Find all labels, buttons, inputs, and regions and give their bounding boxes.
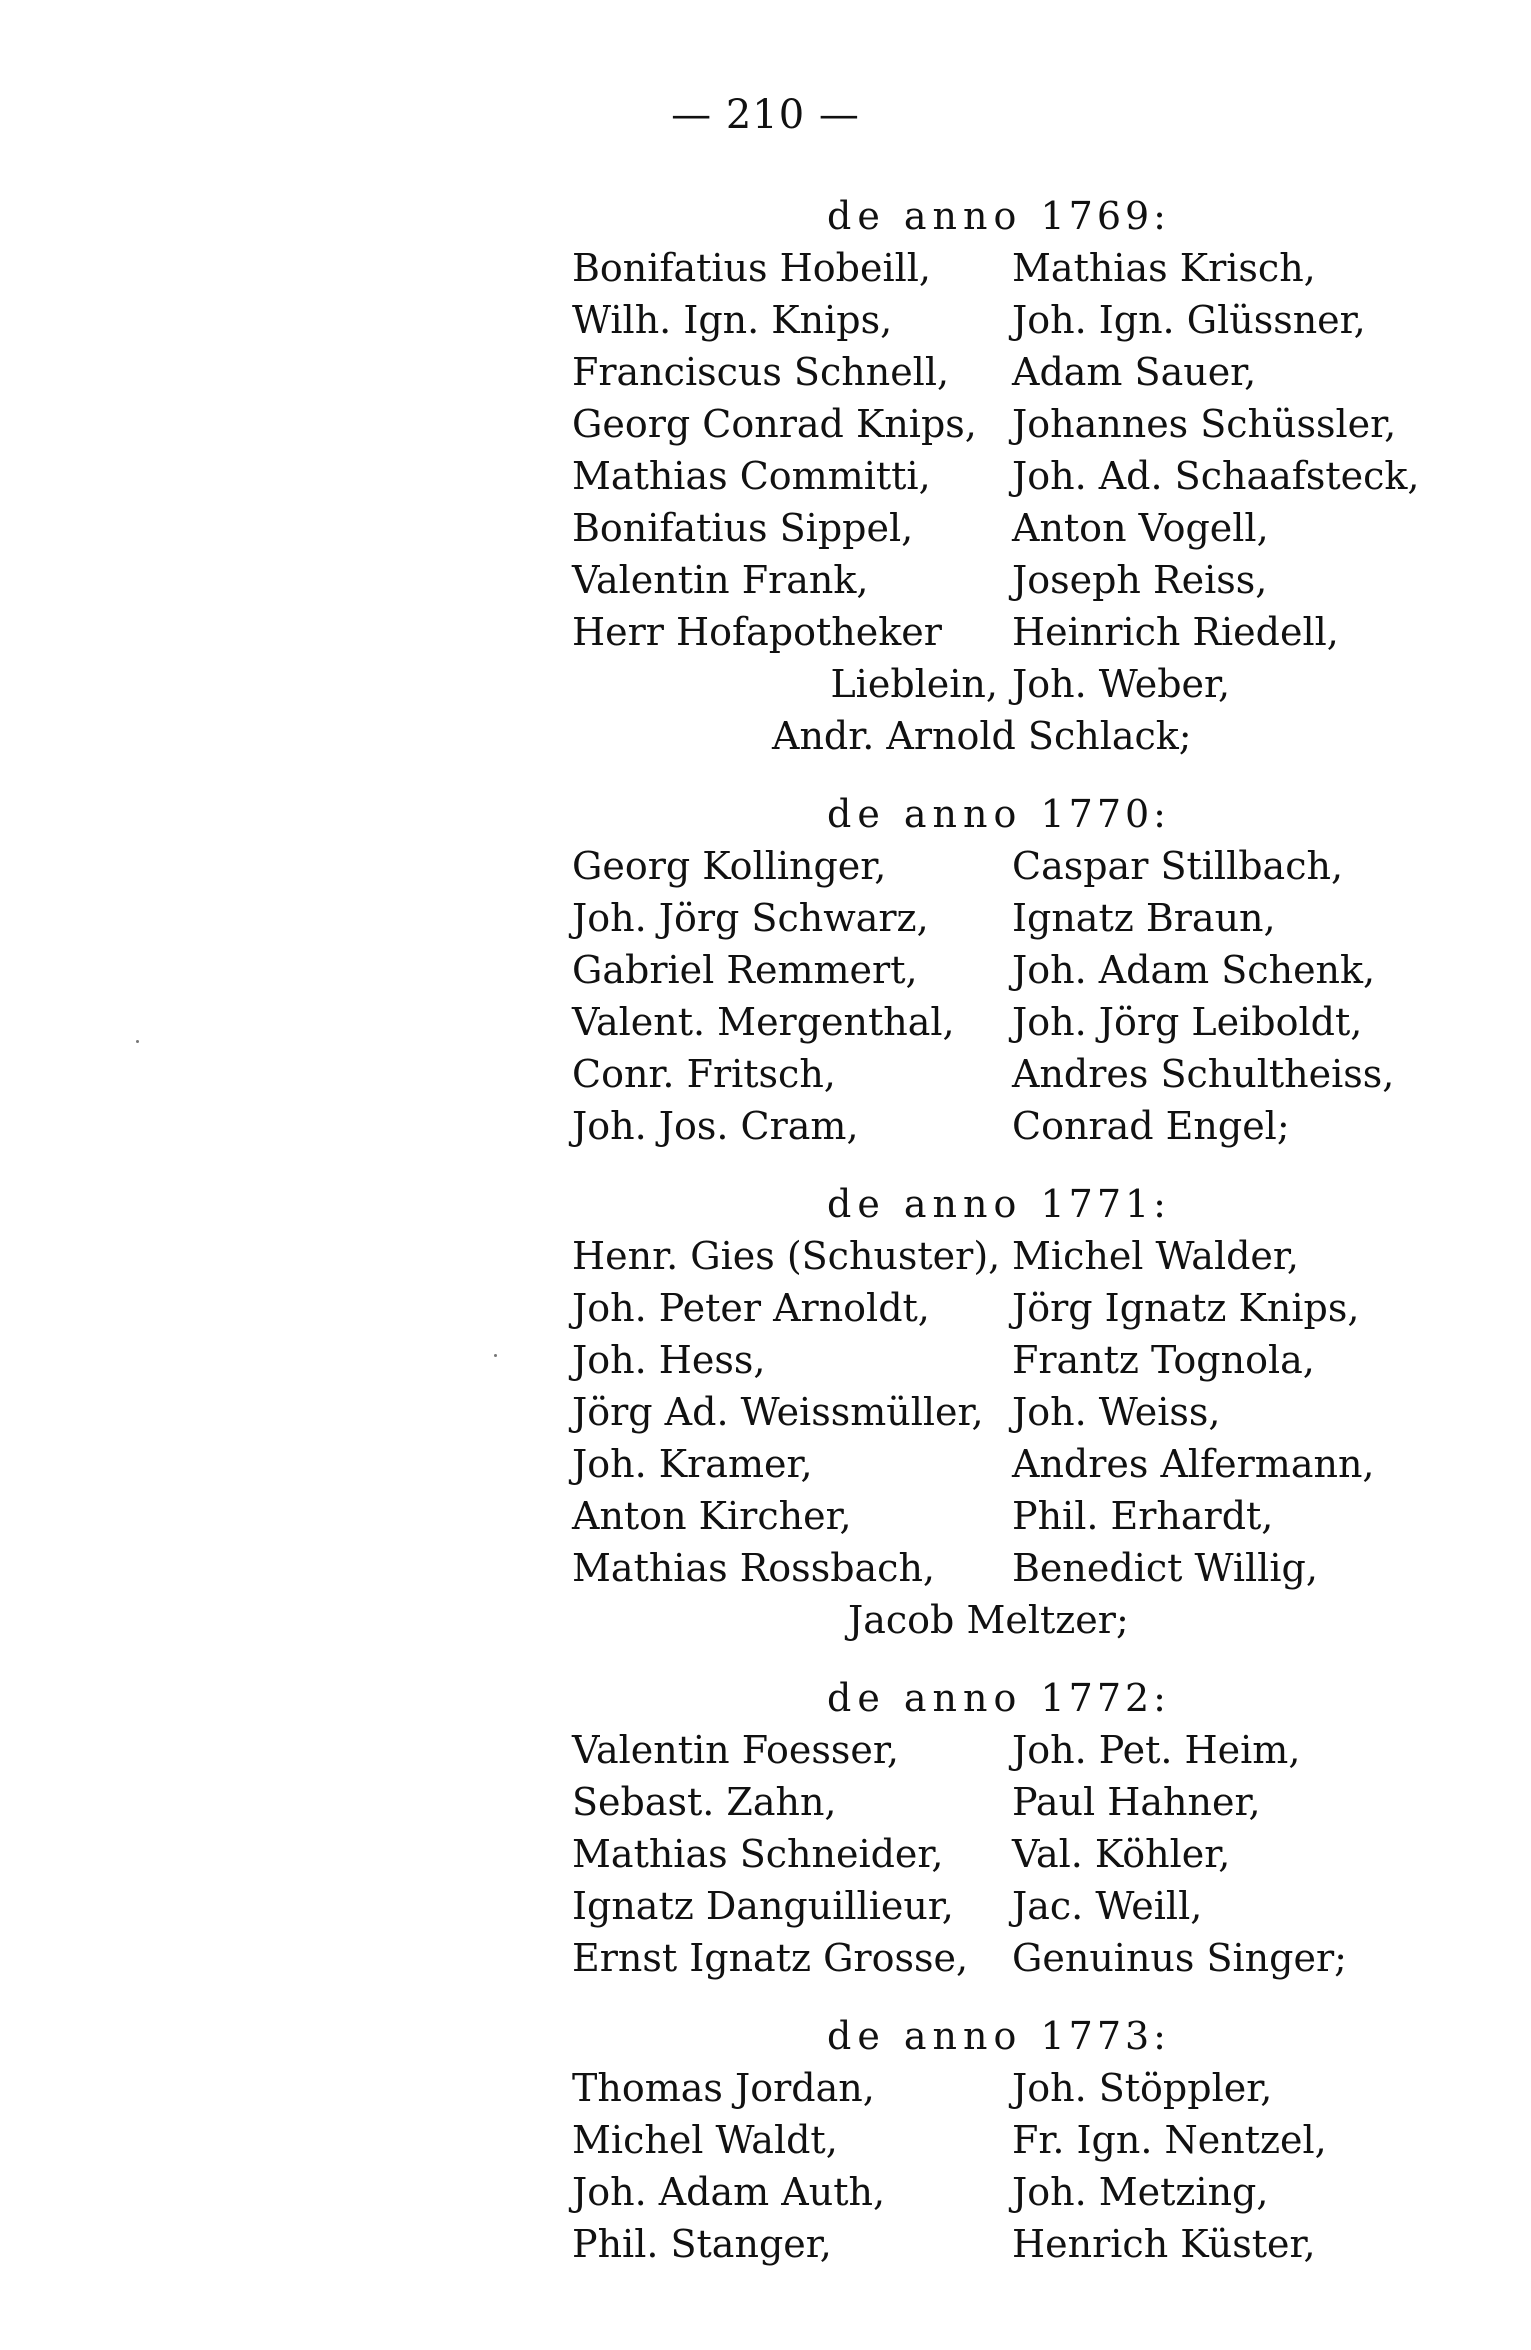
list-row bbox=[572, 1048, 1472, 1100]
list-row bbox=[572, 2218, 1472, 2270]
section-heading bbox=[572, 1672, 1472, 1724]
name-right: Joh. Jörg Leiboldt, bbox=[1012, 1000, 1363, 1044]
name-left: Mathias Rossbach, bbox=[572, 1546, 936, 1590]
name-left: Conr. Fritsch, bbox=[572, 1052, 836, 1096]
name-left: Michel Waldt, bbox=[572, 2118, 838, 2162]
list-row bbox=[572, 1542, 1472, 1594]
name-right: Joh. Metzing, bbox=[1012, 2170, 1269, 2214]
list-row bbox=[572, 2114, 1472, 2166]
name-right: Frantz Tognola, bbox=[1012, 1338, 1315, 1382]
list-row bbox=[572, 1932, 1472, 1984]
name-left: Joh. Hess, bbox=[572, 1338, 766, 1382]
name-left: Herr Hofapotheker bbox=[572, 610, 942, 654]
section-heading bbox=[572, 2010, 1472, 2062]
name-left: Jörg Ad. Weissmüller, bbox=[572, 1390, 984, 1434]
name-right: Joh. Pet. Heim, bbox=[1012, 1728, 1301, 1772]
name-left: Joh. Adam Auth, bbox=[572, 2170, 886, 2214]
section-1770 bbox=[572, 788, 1472, 1152]
heading-year: 1769: bbox=[1040, 194, 1170, 238]
name-right: Paul Hahner, bbox=[1012, 1780, 1261, 1824]
name-left: Joh. Peter Arnoldt, bbox=[572, 1286, 930, 1330]
name-right: Genuinus Singer; bbox=[1012, 1936, 1347, 1980]
heading-year: 1770: bbox=[1040, 792, 1170, 836]
name-right: Val. Köhler, bbox=[1012, 1832, 1231, 1876]
name-right: Michel Walder, bbox=[1012, 1234, 1299, 1278]
section-1769 bbox=[572, 190, 1472, 762]
list-row bbox=[572, 840, 1472, 892]
name-left: Henr. Gies (Schuster), bbox=[572, 1234, 1001, 1278]
heading-year: 1771: bbox=[1040, 1182, 1170, 1226]
section-heading bbox=[572, 788, 1472, 840]
name-left: Mathias Committi, bbox=[572, 454, 931, 498]
list-row bbox=[572, 606, 1472, 658]
name-list bbox=[572, 190, 1472, 2270]
heading-year: 1773: bbox=[1040, 2014, 1170, 2058]
list-row bbox=[572, 1724, 1472, 1776]
section-1773 bbox=[572, 2010, 1472, 2270]
list-row bbox=[572, 996, 1472, 1048]
closing-line: Andr. Arnold Schlack; bbox=[772, 714, 1192, 758]
closing-line: Jacob Meltzer; bbox=[848, 1598, 1129, 1642]
list-row bbox=[572, 502, 1472, 554]
list-row bbox=[572, 346, 1472, 398]
name-right: Fr. Ign. Nentzel, bbox=[1012, 2118, 1327, 2162]
list-row bbox=[572, 242, 1472, 294]
list-row bbox=[572, 1100, 1472, 1152]
name-right: Joseph Reiss, bbox=[1012, 558, 1268, 602]
name-right: Henrich Küster, bbox=[1012, 2222, 1316, 2266]
name-left: Ernst Ignatz Grosse, bbox=[572, 1936, 969, 1980]
heading-prefix: de anno bbox=[827, 1676, 1023, 1720]
name-left: Mathias Schneider, bbox=[572, 1832, 944, 1876]
name-right: Joh. Stöppler, bbox=[1012, 2066, 1273, 2110]
list-row bbox=[572, 2062, 1472, 2114]
name-left-continued: Lieblein, bbox=[830, 662, 998, 706]
heading-prefix: de anno bbox=[827, 2014, 1023, 2058]
name-left: Valentin Frank, bbox=[572, 558, 869, 602]
list-row bbox=[572, 398, 1472, 450]
name-left: Georg Kollinger, bbox=[572, 844, 887, 888]
name-right: Jörg Ignatz Knips, bbox=[1012, 1286, 1360, 1330]
list-row bbox=[572, 294, 1472, 346]
list-row bbox=[572, 1282, 1472, 1334]
name-right: Anton Vogell, bbox=[1012, 506, 1269, 550]
name-left: Joh. Kramer, bbox=[572, 1442, 813, 1486]
page-number: — 210 — bbox=[671, 92, 860, 138]
list-row bbox=[572, 554, 1472, 606]
name-right: Conrad Engel; bbox=[1012, 1104, 1290, 1148]
name-left: Georg Conrad Knips, bbox=[572, 402, 977, 446]
name-left: Joh. Jos. Cram, bbox=[572, 1104, 859, 1148]
name-left: Phil. Stanger, bbox=[572, 2222, 832, 2266]
section-1772 bbox=[572, 1672, 1472, 1984]
heading-prefix: de anno bbox=[827, 194, 1023, 238]
name-right: Joh. Ad. Schaafsteck, bbox=[1012, 454, 1420, 498]
name-left: Wilh. Ign. Knips, bbox=[572, 298, 893, 342]
heading-prefix: de anno bbox=[827, 792, 1023, 836]
list-row bbox=[572, 944, 1472, 996]
list-row bbox=[572, 1334, 1472, 1386]
name-right: Adam Sauer, bbox=[1012, 350, 1257, 394]
name-right: Johannes Schüssler, bbox=[1012, 402, 1397, 446]
list-row bbox=[572, 2166, 1472, 2218]
name-left: Bonifatius Sippel, bbox=[572, 506, 914, 550]
list-row bbox=[572, 1438, 1472, 1490]
name-right: Andres Alfermann, bbox=[1012, 1442, 1375, 1486]
name-right: Andres Schultheiss, bbox=[1012, 1052, 1395, 1096]
list-row bbox=[572, 450, 1472, 502]
list-row bbox=[572, 1386, 1472, 1438]
name-left: Joh. Jörg Schwarz, bbox=[572, 896, 929, 940]
name-left: Gabriel Remmert, bbox=[572, 948, 918, 992]
section-heading bbox=[572, 1178, 1472, 1230]
heading-year: 1772: bbox=[1040, 1676, 1170, 1720]
name-left: Anton Kircher, bbox=[572, 1494, 852, 1538]
scan-speck bbox=[136, 1040, 139, 1043]
name-right: Joh. Weber, bbox=[1012, 662, 1231, 706]
list-row bbox=[572, 1230, 1472, 1282]
name-left: Franciscus Schnell, bbox=[572, 350, 950, 394]
section-heading bbox=[572, 190, 1472, 242]
list-row bbox=[572, 1776, 1472, 1828]
list-row bbox=[572, 892, 1472, 944]
name-left: Bonifatius Hobeill, bbox=[572, 246, 931, 290]
name-right: Mathias Krisch, bbox=[1012, 246, 1316, 290]
name-right: Phil. Erhardt, bbox=[1012, 1494, 1274, 1538]
name-right: Caspar Stillbach, bbox=[1012, 844, 1344, 888]
name-right: Joh. Adam Schenk, bbox=[1012, 948, 1376, 992]
name-right: Ignatz Braun, bbox=[1012, 896, 1276, 940]
list-row bbox=[572, 1828, 1472, 1880]
name-right: Jac. Weill, bbox=[1012, 1884, 1203, 1928]
name-right: Heinrich Riedell, bbox=[1012, 610, 1339, 654]
name-right: Benedict Willig, bbox=[1012, 1546, 1318, 1590]
name-left: Thomas Jordan, bbox=[572, 2066, 875, 2110]
list-row bbox=[572, 1490, 1472, 1542]
heading-prefix: de anno bbox=[827, 1182, 1023, 1226]
name-left: Valent. Mergenthal, bbox=[572, 1000, 955, 1044]
scan-speck bbox=[494, 1354, 497, 1357]
section-1771 bbox=[572, 1178, 1472, 1646]
list-row bbox=[572, 1880, 1472, 1932]
name-right: Joh. Ign. Glüssner, bbox=[1012, 298, 1366, 342]
name-right: Joh. Weiss, bbox=[1012, 1390, 1221, 1434]
name-left: Valentin Foesser, bbox=[572, 1728, 899, 1772]
name-left: Ignatz Danguillieur, bbox=[572, 1884, 954, 1928]
name-left: Sebast. Zahn, bbox=[572, 1780, 837, 1824]
list-row bbox=[572, 658, 1472, 710]
